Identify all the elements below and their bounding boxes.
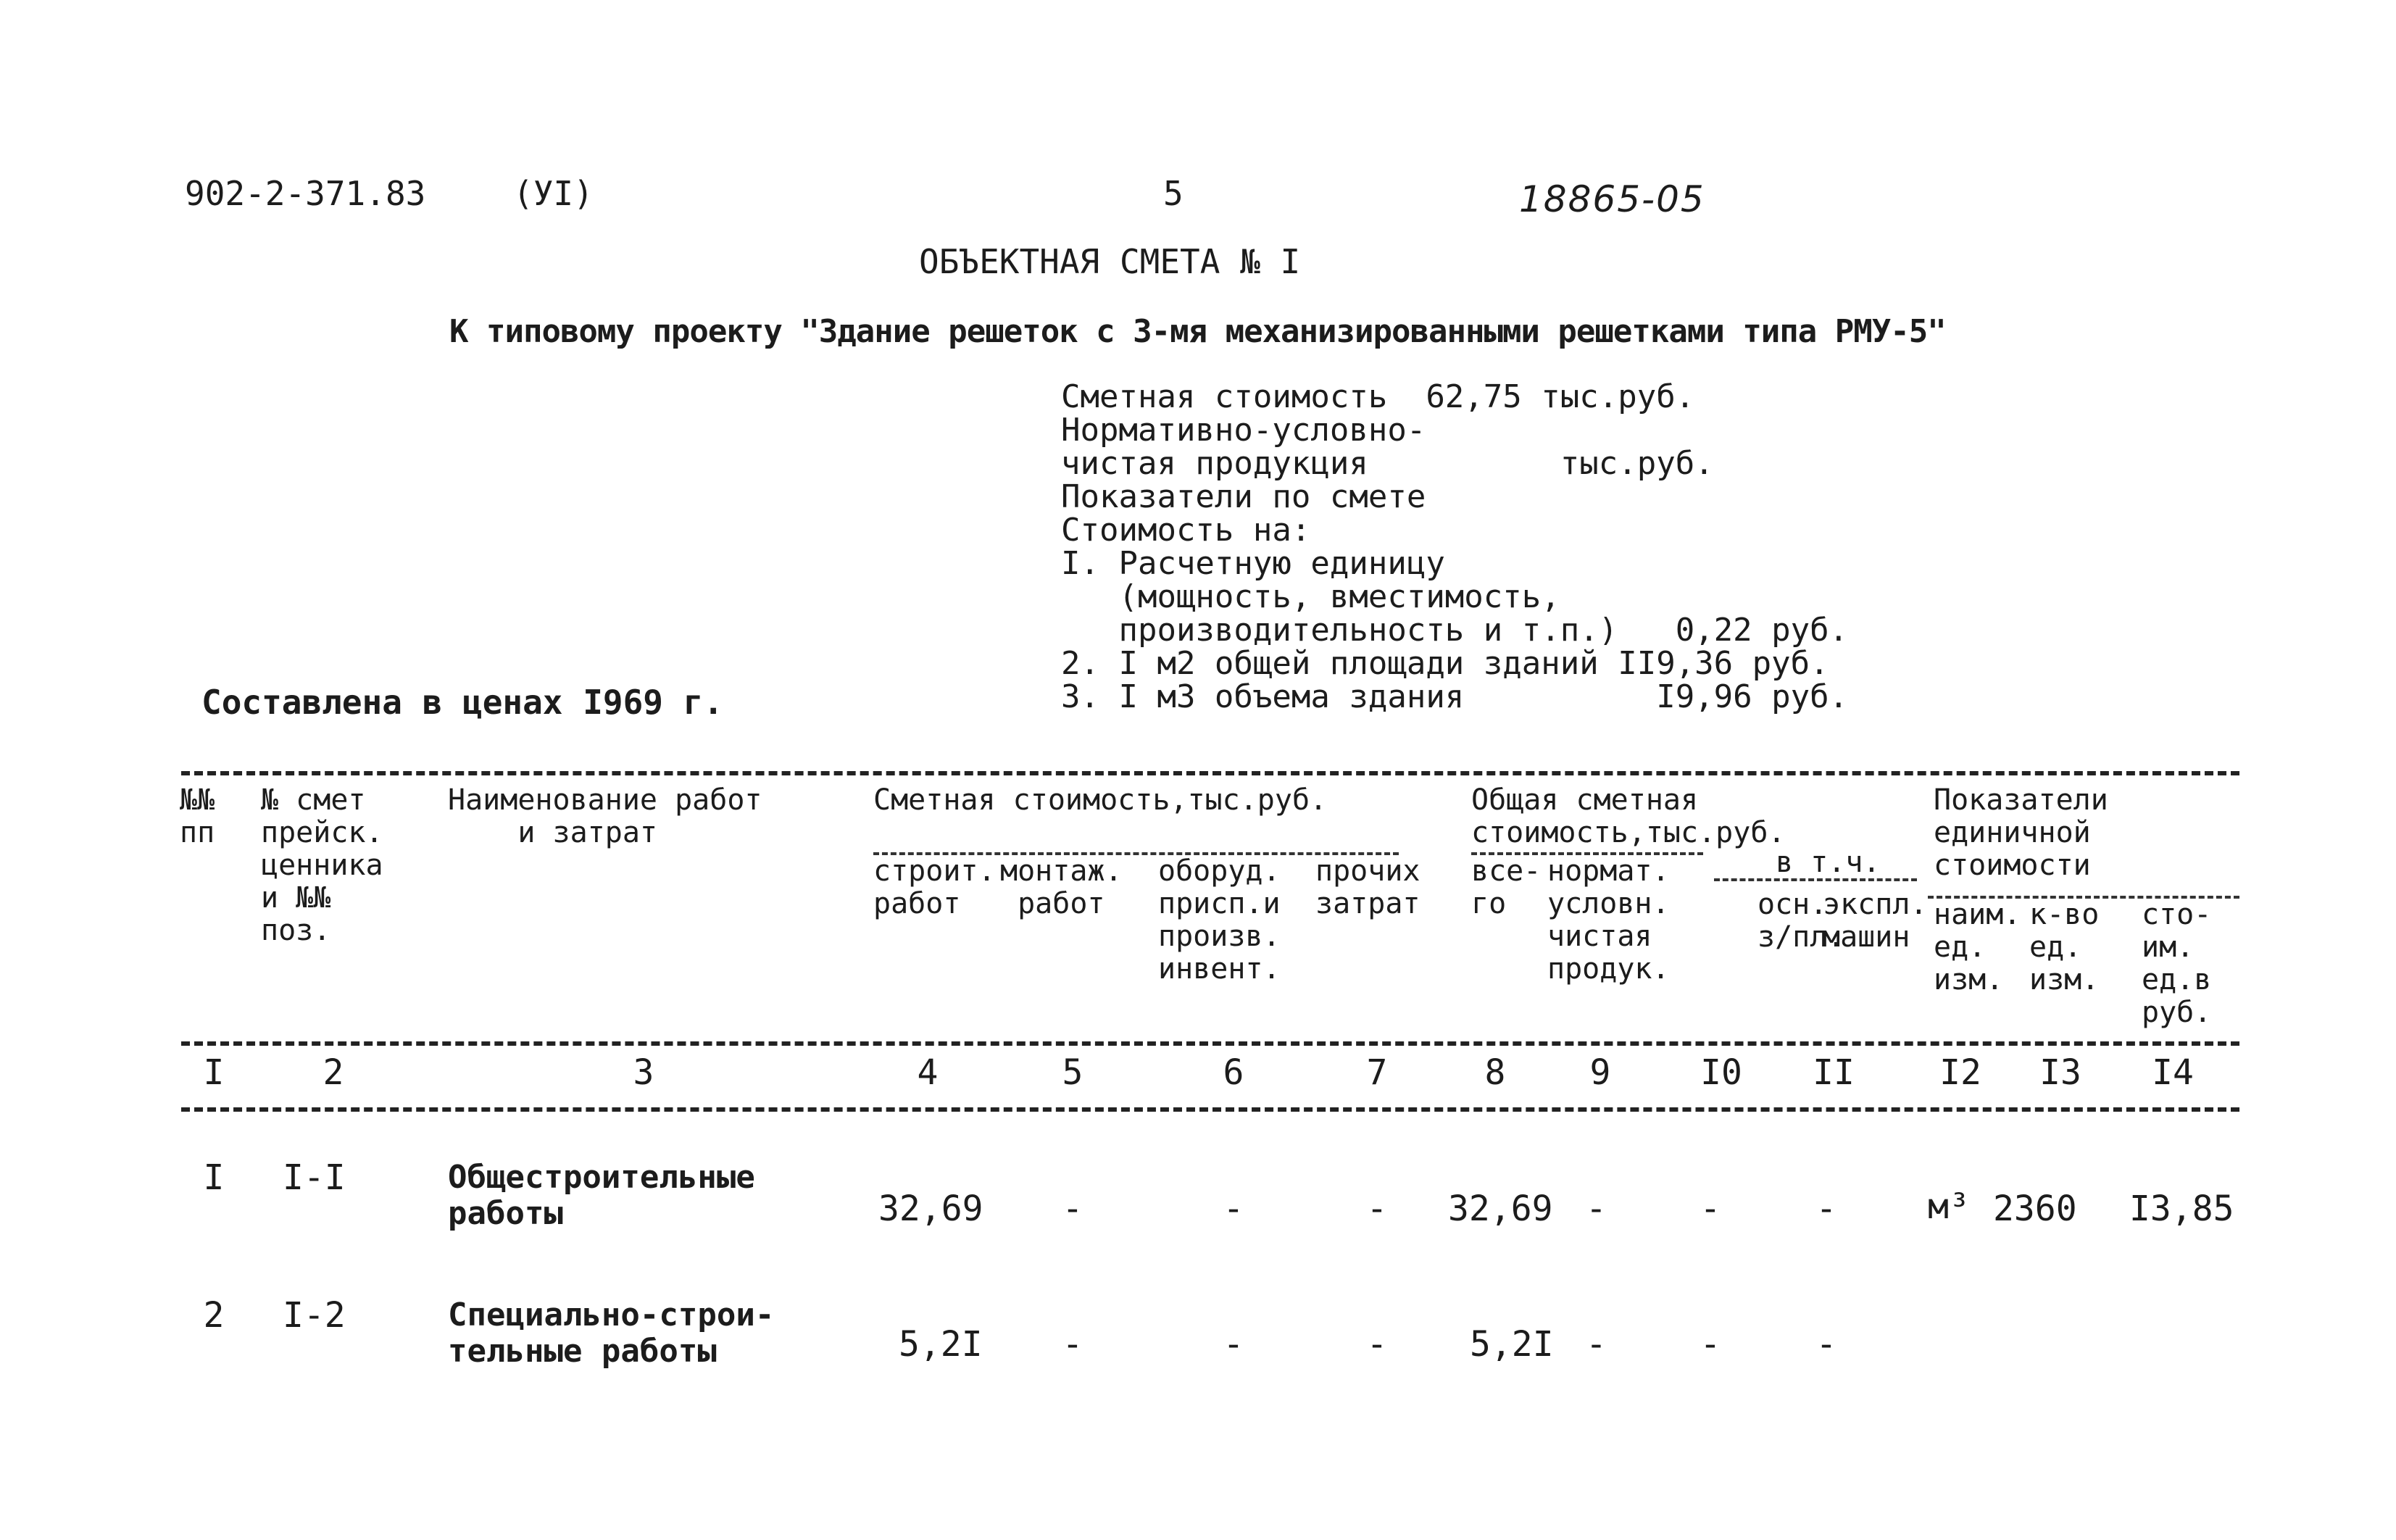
other-cost: - [1366,1189,1388,1229]
header-construction: строит. работ [873,854,996,920]
header-total: все- го [1471,854,1542,920]
handwritten-number: 18865-05 [1519,178,1705,220]
row-number: 2 [203,1295,225,1336]
page-number: 5 [1163,174,1184,213]
installation-cost: - [1062,1189,1083,1229]
summary-line: 2. I м2 общей площади зданий II9,36 руб. [1061,645,1829,682]
column-number: 6 [1223,1052,1244,1093]
column-number: 8 [1484,1052,1506,1093]
summary-line: производительность и т.п.) 0,22 руб. [1061,612,1849,649]
summary-line: Стоимость на: [1061,512,1311,549]
column-number: 2 [323,1052,344,1093]
volume-number: (УI) [513,174,594,213]
row-number: I [203,1157,225,1198]
total-cost: 32,69 [1448,1189,1553,1229]
summary-line: Сметная стоимость 62,75 тыс.руб. [1061,378,1695,415]
unit-name: м³ [1928,1186,1970,1227]
equipment-cost: - [1223,1189,1244,1229]
machine-costs: - [1815,1324,1837,1365]
header-normative: нормат. условн. чистая продук. [1547,854,1670,986]
unit-quantity: 2360 [1993,1189,2077,1229]
column-number: 3 [633,1052,654,1093]
column-number: II [1813,1052,1855,1093]
header-installation: монтаж. работ [1000,854,1123,920]
prices-note: Составлена в ценах I969 г. [201,683,724,722]
table-top-rule [181,771,2239,775]
installation-cost: - [1062,1324,1083,1365]
header-unit-name: наим. ед. изм. [1934,898,2021,996]
header-total-group: Общая сметная стоимость,тыс.руб. [1471,783,1786,849]
column-number: I [203,1052,225,1093]
normative-product: - [1586,1189,1607,1229]
header-row-number: №№ пп [180,783,215,849]
header-machines: экспл. машин [1823,888,1928,954]
column-number: I0 [1700,1052,1742,1093]
column-number: 7 [1366,1052,1388,1093]
unit-cost: I3,85 [2129,1189,2234,1229]
machine-costs: - [1815,1189,1837,1229]
summary-line: I. Расчетную единицу [1061,545,1445,582]
normative-product: - [1586,1324,1607,1365]
header-cost-group: Сметная стоимость,тыс.руб. [873,783,1328,817]
column-number: I2 [1939,1052,1981,1093]
work-name: Специально-строи- тельные работы [448,1296,775,1370]
header-work-name: Наименование работ и затрат [448,783,762,849]
base-wages: - [1700,1324,1721,1365]
work-name: Общестроительные работы [448,1159,755,1232]
project-line: К типовому проекту "Здание решеток с 3-мя механизированными решетками типа РМУ-5" [449,313,1946,350]
header-base-wages: осн. з/пл. [1758,888,1845,954]
column-number: 5 [1062,1052,1083,1093]
header-bottom-rule [181,1041,2239,1046]
total-cost: 5,2I [1470,1324,1554,1365]
summary-line: 3. I м3 объема здания I9,96 руб. [1061,678,1849,715]
other-cost: - [1366,1324,1388,1365]
document-title: ОБЪЕКТНАЯ СМЕТА № I [919,242,1301,281]
construction-cost: 32,69 [878,1189,983,1229]
column-number: I3 [2039,1052,2081,1093]
estimate-ref: I-I [283,1157,346,1198]
summary-line: чистая продукция тыс.руб. [1061,445,1714,482]
header-equipment: оборуд. присп.и произв. инвент. [1158,854,1281,986]
construction-cost: 5,2I [899,1324,983,1365]
header-unit-cost: сто- им. ед.в руб. [2142,898,2212,1029]
column-number: 9 [1589,1052,1611,1093]
column-number: 4 [917,1052,939,1093]
header-other: прочих затрат [1315,854,1420,920]
base-wages: - [1700,1189,1721,1229]
summary-line: Нормативно-условно- [1061,412,1426,449]
estimate-ref: I-2 [283,1295,346,1336]
summary-line: (мощность, вместимость, [1061,578,1560,615]
column-number: I4 [2152,1052,2194,1093]
header-including: в т.ч. [1776,846,1881,879]
equipment-cost: - [1223,1324,1244,1365]
header-unit-qty: к-во ед. изм. [2029,898,2100,996]
numbers-bottom-rule [181,1107,2239,1112]
header-estimate-ref: № смет прейск. ценника и №№ поз. [261,783,383,947]
document-code: 902-2-371.83 [185,174,426,213]
summary-line: Показатели по смете [1061,478,1426,515]
header-indicator-group: Показатели единичной стоимости [1934,783,2108,882]
